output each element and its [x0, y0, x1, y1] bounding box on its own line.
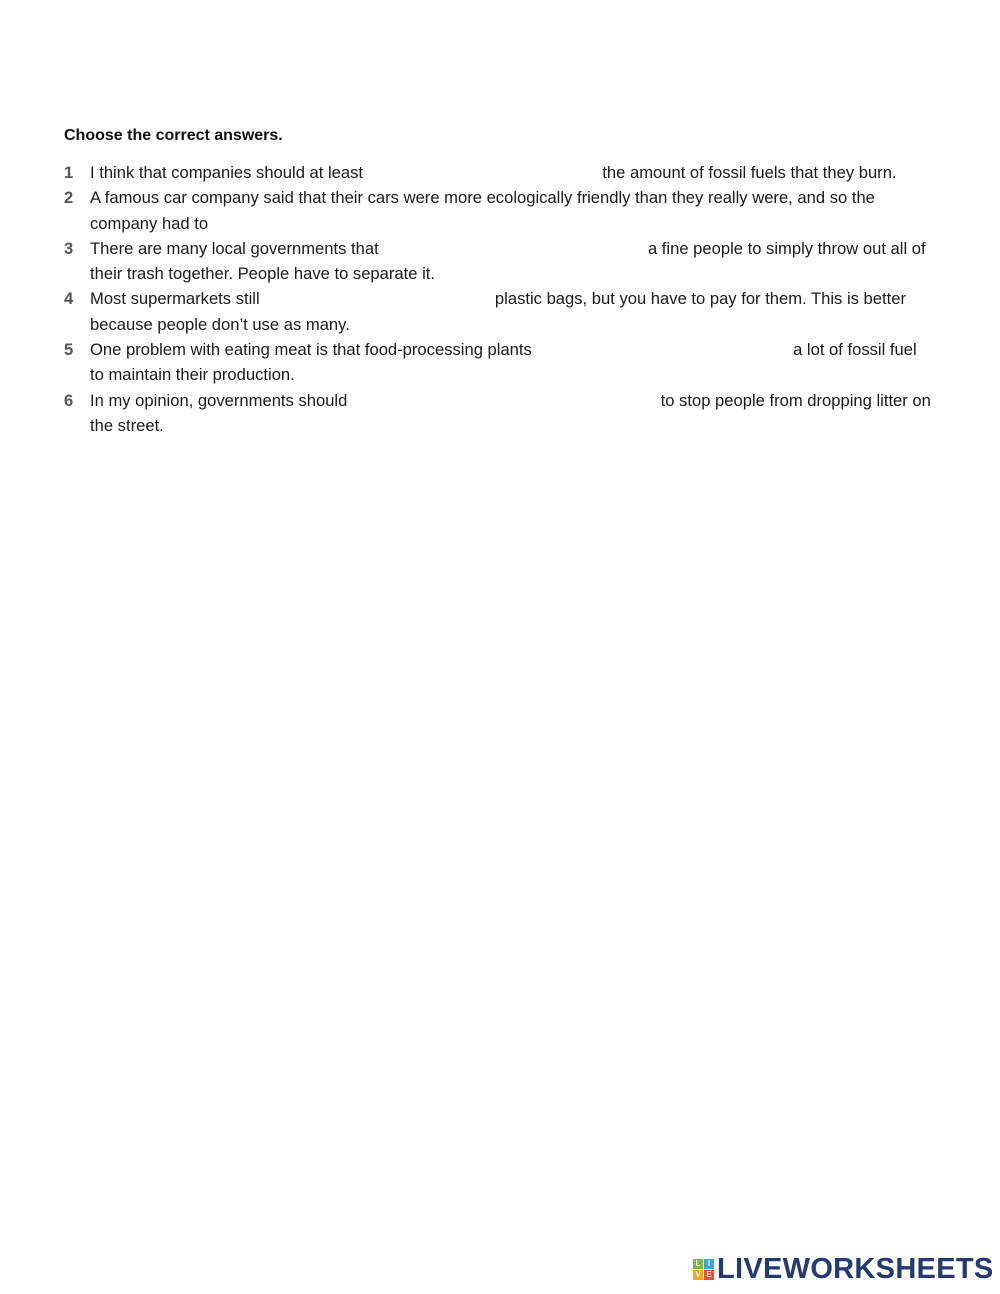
question-item: [64, 337, 934, 388]
question-item: [64, 160, 934, 185]
question-text-before: I think that companies should at least: [90, 163, 364, 182]
question-text-before: One problem with eating meat is that food-processing plants: [90, 340, 532, 360]
question-item: [64, 185, 934, 236]
answer-dropdown[interactable]: [370, 163, 596, 185]
question-text-after: to stop people from dropping litter on the street.: [90, 390, 931, 435]
question-text-before: A famous car company said that their cars were more ecologically friendly than they really were, and so the company had to: [90, 188, 875, 233]
question-item: [64, 286, 934, 337]
question-number: 2: [64, 188, 74, 208]
question-number: 4: [64, 289, 74, 309]
question-number: 6: [64, 390, 74, 410]
question-number: 1: [64, 163, 74, 182]
question-text-after: a lot of fossil fuel to maintain their production.: [90, 340, 917, 385]
answer-dropdown[interactable]: [538, 340, 786, 362]
liveworksheets-logo: [693, 1254, 994, 1284]
answer-dropdown[interactable]: [266, 289, 488, 311]
question-text-after: a fine people to simply throw out all of their trash together. People have to separate it.: [90, 238, 926, 284]
question-list: [64, 160, 934, 438]
answer-dropdown[interactable]: [215, 213, 445, 235]
question-text-before: In my opinion, governments should: [90, 390, 348, 410]
question-text-before: Most supermarkets still: [90, 289, 260, 309]
answer-dropdown[interactable]: [385, 239, 641, 261]
question-number: 3: [64, 238, 74, 258]
answer-dropdown[interactable]: [354, 390, 654, 412]
instructions-heading: Choose the correct answers.: [64, 127, 283, 144]
question-number: 5: [64, 340, 74, 360]
question-text-before: There are many local governments that: [90, 238, 379, 258]
question-item: [64, 388, 934, 439]
question-item: [64, 236, 934, 287]
logo-text: LIVEWORKSHEETS: [717, 1252, 994, 1285]
logo-mark-icon: L I V E: [693, 1259, 714, 1280]
question-text-after: the amount of fossil fuels that they burn.: [602, 163, 897, 182]
question-text-after: plastic bags, but you have to pay for them. This is better because people don’t use as many.: [90, 289, 906, 334]
